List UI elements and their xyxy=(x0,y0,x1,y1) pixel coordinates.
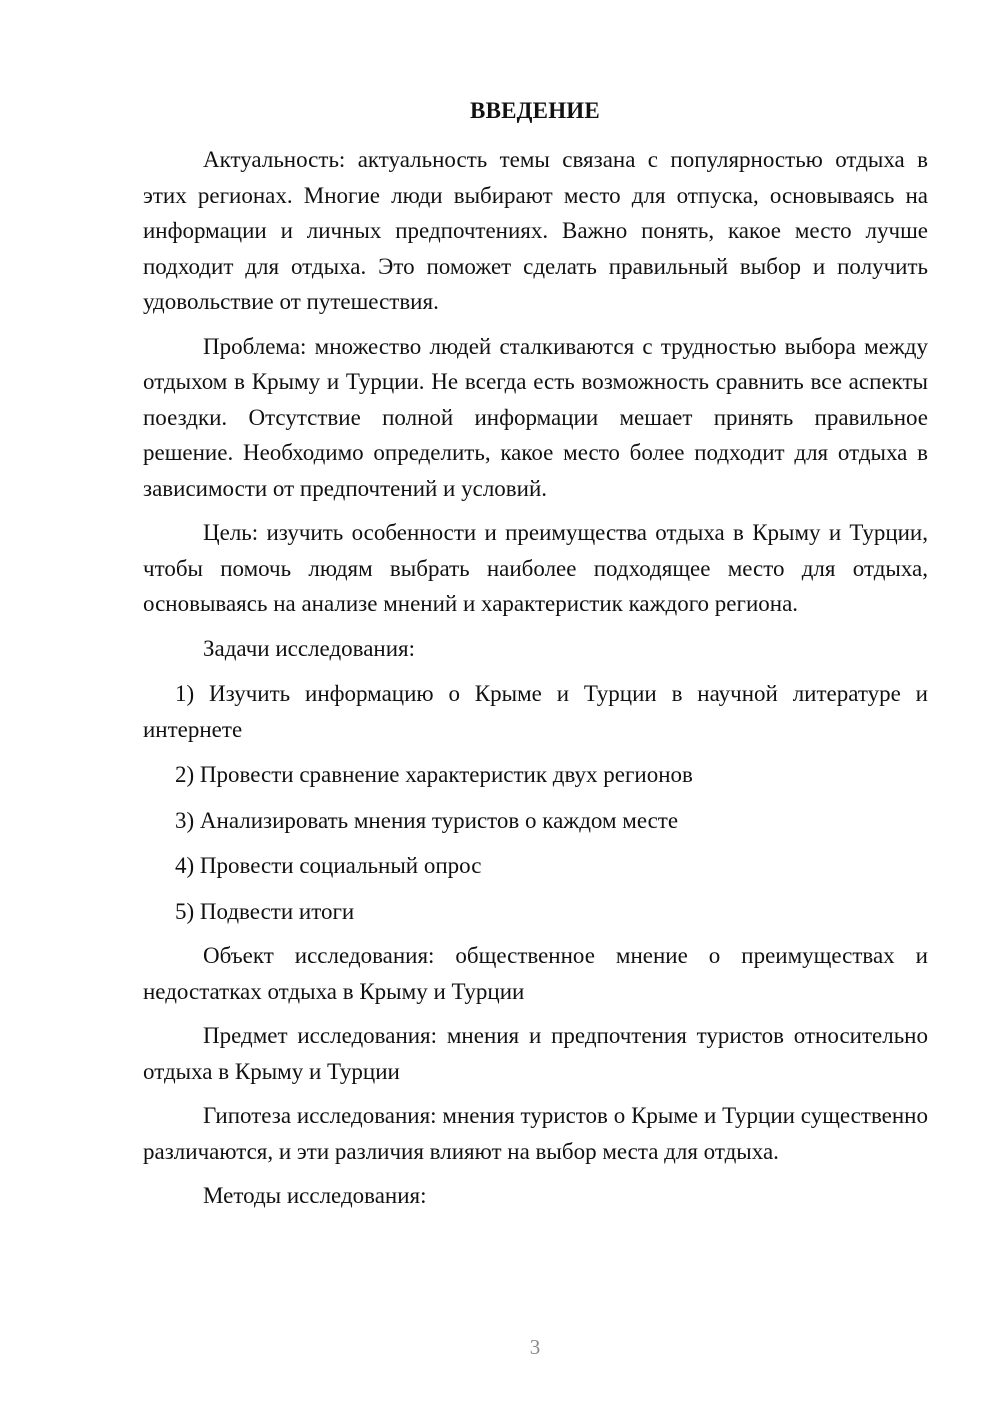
relevance-paragraph: Актуальность: актуальность темы связана с популярностью отдыха в этих регионах. Многие люди выбирают место для отпуска, основываясь на информации и личных предпочтениях. Важно понять, какое место лучше подходит для отдыха. Это поможет сделать правильный выбор и получить удовольствие от путешествия. xyxy=(143,147,928,314)
subject-paragraph: Предмет исследования: мнения и предпочтения туристов относительно отдыха в Крыму и Турции xyxy=(143,1023,928,1084)
object-paragraph: Объект исследования: общественное мнение о преимуществах и недостатках отдыха в Крыму и Турции xyxy=(143,943,928,1004)
tasks-heading: Задачи исследования: xyxy=(203,635,416,661)
list-item: 3) Анализировать мнения туристов о каждом месте xyxy=(175,807,679,833)
page-number: 3 xyxy=(529,1335,541,1359)
list-item: 1) Изучить информацию о Крыме и Турции в научной литературе и интернете xyxy=(143,681,928,742)
hypothesis-paragraph: Гипотеза исследования: мнения туристов о Крыме и Турции существенно различаются, и эти различия влияют на выбор места для отдыха. xyxy=(143,1103,928,1164)
document-body xyxy=(143,142,928,1214)
problem-paragraph: Проблема: множество людей сталкиваются с трудностью выбора между отдыхом в Крыму и Турции. Не всегда есть возможность сравнить все аспекты поездки. Отсутствие полной информации мешает принять правильное решение. Необходимо определить, какое место более подходит для отдыха в зависимости от предпочтений и условий. xyxy=(143,333,928,501)
tasks-list xyxy=(143,676,928,929)
goal-paragraph: Цель: изучить особенности и преимущества отдыха в Крыму и Турции, чтобы помочь людям выбрать наиболее подходящее место для отдыха, основываясь на анализе мнений и характеристик каждого региона. xyxy=(143,520,928,616)
list-item: 5) Подвести итоги xyxy=(175,898,355,924)
page-title: ВВЕДЕНИЕ xyxy=(470,98,600,123)
methods-heading: Методы исследования: xyxy=(203,1183,427,1208)
list-item: 4) Провести социальный опрос xyxy=(175,853,482,878)
list-item: 2) Провести сравнение характеристик двух регионов xyxy=(175,762,693,787)
